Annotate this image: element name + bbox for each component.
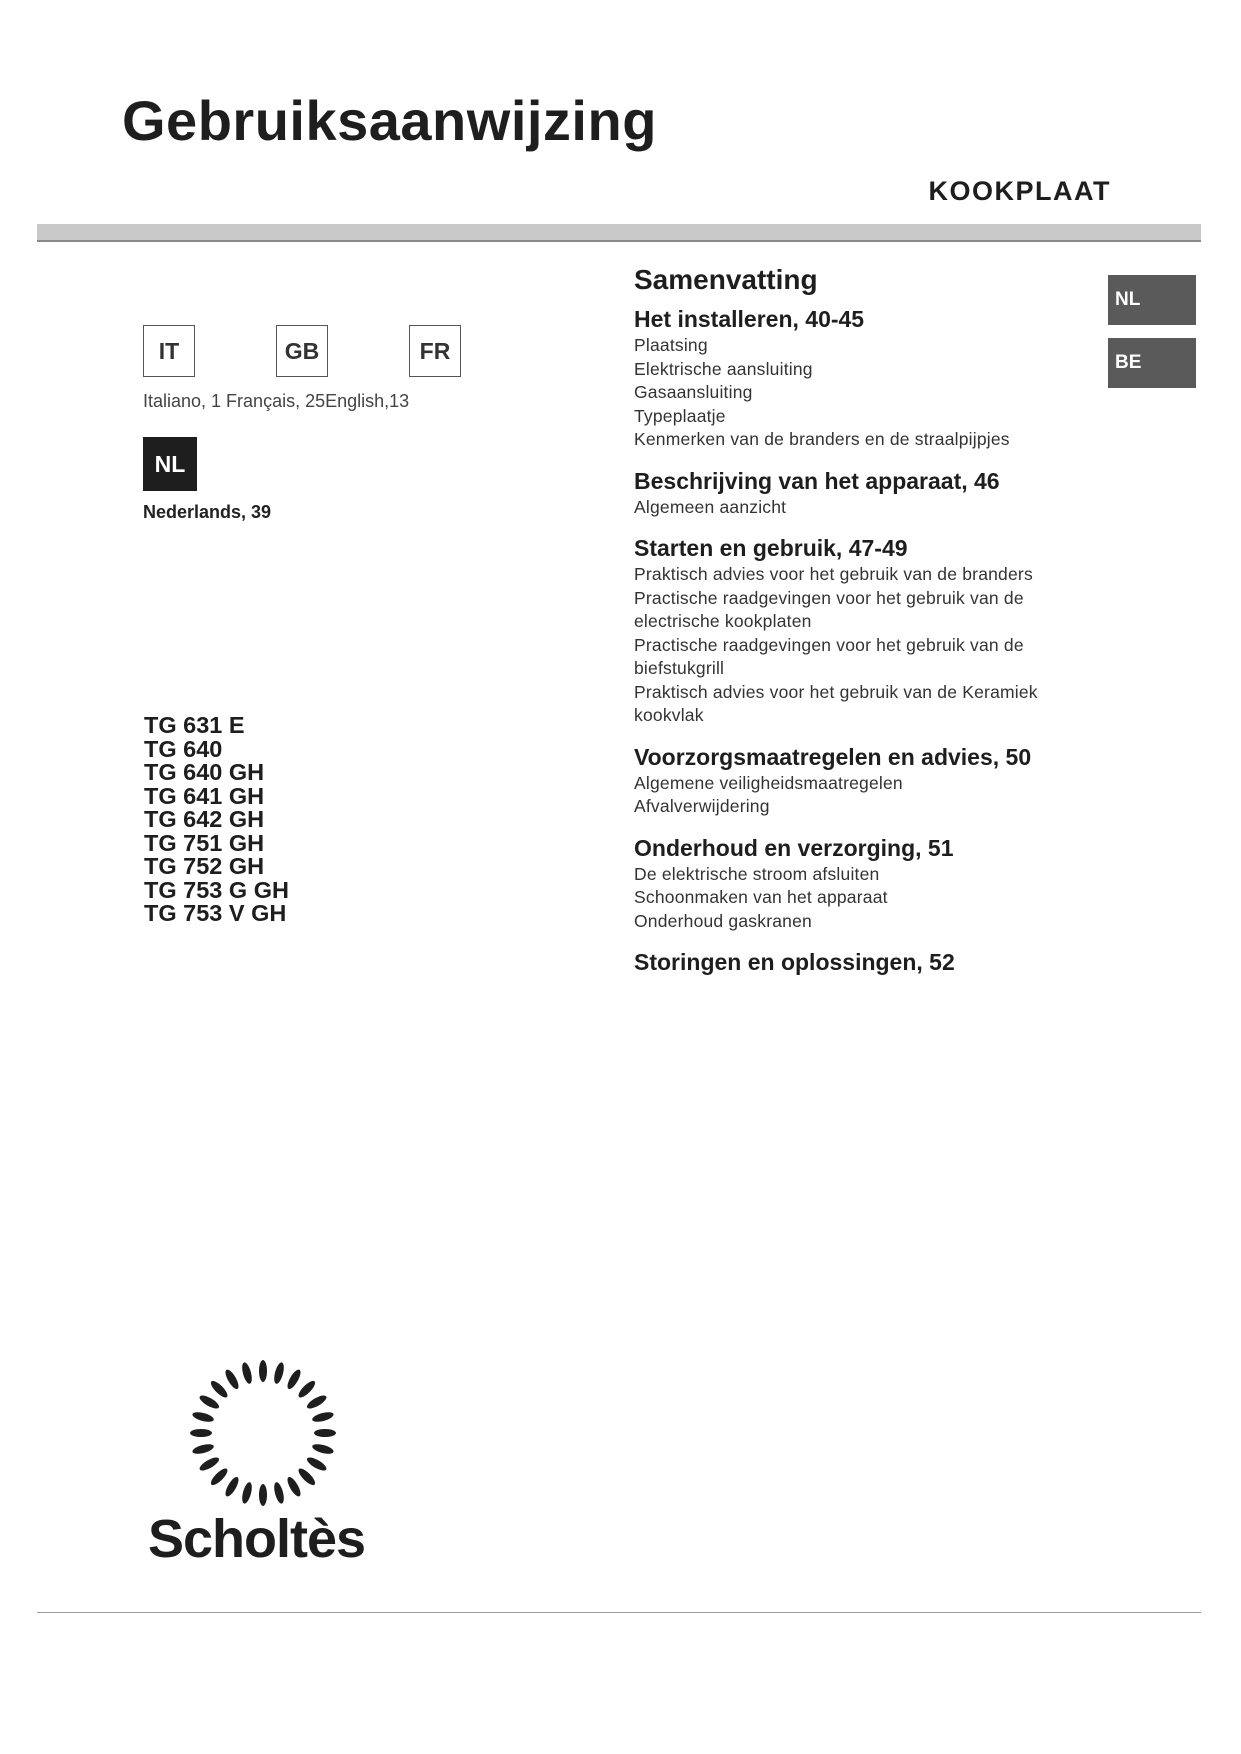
- toc-item: Practische raadgevingen voor het gebruik van de: [634, 634, 1024, 655]
- toc-section: [634, 742, 1094, 819]
- sun-ray: [198, 1393, 221, 1411]
- product-type: KOOKPLAAT: [928, 176, 1111, 206]
- sun-ray: [191, 1442, 214, 1455]
- sun-ray: [285, 1475, 303, 1498]
- model-item: TG 753 V GH: [144, 900, 287, 926]
- sun-ray: [209, 1466, 230, 1487]
- model-item: TG 751 GH: [144, 829, 265, 856]
- toc-section: [634, 947, 1094, 977]
- country-tag-be: BE: [1108, 338, 1196, 388]
- footer-divider: [37, 1612, 1201, 1613]
- sun-ray: [209, 1379, 230, 1400]
- language-page-nl: Nederlands, 39: [143, 502, 272, 522]
- toc-item: Afvalverwijdering: [634, 796, 770, 816]
- country-tag-nl: NL: [1108, 275, 1196, 325]
- model-item: TG 752 GH: [144, 853, 265, 879]
- toc-section-title[interactable]: Voorzorgsmaatregelen en advies, 50: [634, 743, 1032, 770]
- sun-ray: [272, 1361, 285, 1384]
- sun-ray: [259, 1484, 267, 1506]
- toc-item: Gasaansluiting: [634, 382, 753, 402]
- toc-heading: Samenvatting: [634, 264, 818, 295]
- toc-item: Elektrische aansluiting: [634, 358, 813, 379]
- toc-item: Praktisch advies voor het gebruik van de Keramiek: [634, 681, 1038, 702]
- language-box-gb[interactable]: GB: [276, 325, 328, 377]
- language-pages: Italiano, 1 Français, 25English,13: [143, 391, 410, 411]
- sun-ray: [191, 1410, 214, 1423]
- sun-ray: [190, 1429, 212, 1437]
- toc-item: kookvlak: [634, 705, 704, 725]
- toc-item: Algemeen aanzicht: [634, 496, 787, 517]
- toc-item: De elektrische stroom afsluiten: [634, 863, 880, 884]
- toc-section: [634, 533, 1094, 728]
- model-item: TG 642 GH: [144, 806, 265, 832]
- model-item: TG 641 GH: [144, 782, 265, 809]
- toc-item: Onderhoud gaskranen: [634, 910, 812, 931]
- toc-item: Schoonmaken van het apparaat: [634, 887, 888, 907]
- toc-item: Practische raadgevingen voor het gebruik van de: [634, 587, 1024, 608]
- sun-ray: [296, 1379, 317, 1400]
- model-item: TG 640: [144, 735, 223, 762]
- toc-item: Typeplaatje: [634, 405, 726, 426]
- sun-ray: [305, 1393, 328, 1411]
- sun-ray: [198, 1455, 221, 1473]
- model-item: TG 753 G GH: [144, 876, 289, 903]
- sun-ray: [311, 1442, 334, 1455]
- brand-logo-text: Scholtès: [148, 1509, 366, 1569]
- model-list: [144, 714, 289, 926]
- toc-item: electrische kookplaten: [634, 611, 812, 631]
- sun-ray: [272, 1481, 285, 1504]
- sun-ray: [311, 1410, 334, 1423]
- sun-ray: [240, 1361, 253, 1384]
- toc-section-title[interactable]: Storingen en oplossingen, 52: [634, 949, 955, 975]
- language-box-it[interactable]: IT: [143, 325, 195, 377]
- sun-ray: [314, 1429, 336, 1437]
- toc-item: Plaatsing: [634, 335, 708, 355]
- sun-ray: [240, 1481, 253, 1504]
- table-of-contents: [634, 264, 1094, 991]
- sun-ray: [285, 1368, 303, 1391]
- header-divider: [37, 224, 1201, 242]
- toc-item: Praktisch advies voor het gebruik van de branders: [634, 564, 1033, 584]
- page-title: Gebruiksaanwijzing: [122, 89, 657, 152]
- toc-section-title[interactable]: Beschrijving van het apparaat, 46: [634, 467, 1000, 494]
- toc-section: [634, 466, 1094, 520]
- model-item: TG 640 GH: [144, 759, 265, 785]
- sun-ray: [223, 1368, 241, 1391]
- toc-item: biefstukgrill: [634, 658, 725, 678]
- sun-ray: [305, 1455, 328, 1473]
- toc-section-title[interactable]: Onderhoud en verzorging, 51: [634, 834, 954, 861]
- sun-ray: [223, 1475, 241, 1498]
- toc-section: [634, 833, 1094, 934]
- language-box-fr[interactable]: FR: [409, 325, 461, 377]
- toc-section-title[interactable]: Starten en gebruik, 47-49: [634, 535, 908, 561]
- toc-section-title[interactable]: Het installeren, 40-45: [634, 306, 865, 332]
- toc-section: [634, 304, 1094, 452]
- toc-item: Kenmerken van de branders en de straalpijpjes: [634, 429, 1010, 449]
- sun-ray: [259, 1360, 267, 1382]
- language-box-nl[interactable]: NL: [143, 437, 197, 491]
- sun-ray: [296, 1466, 317, 1487]
- toc-item: Algemene veiligheidsmaatregelen: [634, 772, 903, 793]
- model-item: TG 631 E: [144, 712, 245, 738]
